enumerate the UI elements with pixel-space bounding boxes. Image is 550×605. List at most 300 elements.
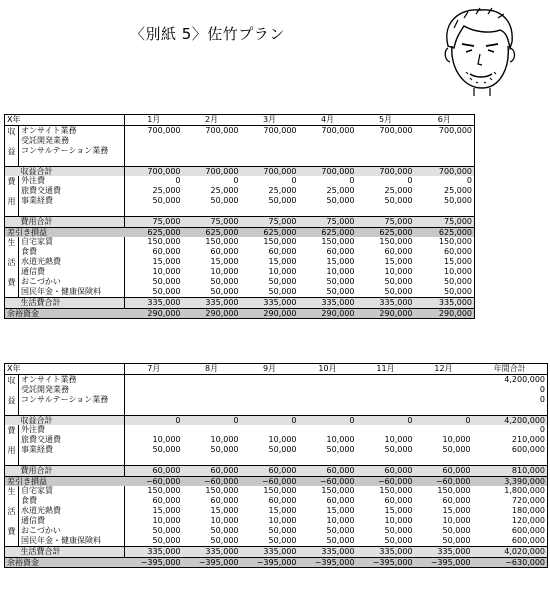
value-cell	[241, 385, 299, 395]
net-profit-row	[5, 227, 475, 237]
value-cell: 10,000	[326, 435, 355, 445]
year-label: X年	[5, 364, 125, 375]
value-cell	[299, 404, 357, 415]
item-row	[5, 435, 548, 445]
value-cell	[125, 425, 183, 435]
value-cell: 700,000	[438, 125, 473, 135]
value-cell: 50,000	[152, 526, 181, 536]
value-cell: 60,000	[357, 466, 415, 477]
value-cell: 290,000	[357, 308, 415, 319]
value-cell: 50,000	[152, 277, 181, 287]
month-header: 年間合計	[473, 364, 548, 375]
value-cell: 75,000	[357, 217, 415, 228]
value-cell	[415, 374, 473, 385]
value-cell: 0	[233, 176, 239, 186]
spacer-cell	[5, 298, 19, 309]
value-cell: 60,000	[152, 496, 181, 506]
category-label	[5, 125, 19, 166]
value-cell	[415, 394, 473, 404]
value-cell: 60,000	[444, 247, 473, 257]
subtotal-label: 費用合計	[19, 217, 125, 228]
value-cell: 50,000	[384, 196, 413, 206]
value-cell: 0	[407, 176, 413, 186]
value-cell: 50,000	[210, 196, 239, 206]
value-cell: 50,000	[326, 277, 355, 287]
value-cell: 10,000	[442, 435, 471, 445]
net-profit-row	[5, 476, 548, 486]
value-cell: 50,000	[444, 287, 473, 297]
value-cell: 10,000	[384, 516, 413, 526]
value-cell: 60,000	[241, 466, 299, 477]
value-cell: 150,000	[147, 237, 181, 247]
value-cell: 60,000	[326, 496, 355, 506]
value-cell: 25,000	[210, 186, 239, 196]
value-cell: 50,000	[210, 287, 239, 297]
value-cell	[125, 385, 183, 395]
value-cell: 3,390,000	[473, 476, 548, 486]
item-label: 国民年金・健康保険料	[19, 287, 125, 298]
item-label: 事業経費	[19, 196, 125, 206]
value-cell: 0	[183, 415, 241, 425]
value-cell: 50,000	[326, 445, 355, 455]
value-cell: 700,000	[321, 125, 355, 135]
value-cell: 150,000	[437, 486, 471, 496]
item-row	[5, 267, 475, 277]
value-cell: 50,000	[442, 445, 471, 455]
value-cell: −60,000	[183, 476, 241, 486]
item-row	[5, 277, 475, 287]
value-cell: 10,000	[444, 267, 473, 277]
category-char: 用	[7, 197, 16, 206]
net-profit-label: 差引き損益	[5, 227, 125, 237]
item-row	[5, 247, 475, 257]
value-cell: 25,000	[444, 186, 473, 196]
value-cell: 15,000	[152, 506, 181, 516]
value-cell: 10,000	[326, 267, 355, 277]
subtotal-row	[5, 217, 475, 228]
value-cell: −60,000	[241, 476, 299, 486]
plan-table-jan-jun	[4, 114, 475, 319]
value-cell: 335,000	[125, 547, 183, 558]
value-cell	[415, 404, 473, 415]
value-cell	[299, 455, 357, 466]
value-cell	[241, 155, 299, 166]
value-cell: 120,000	[511, 516, 546, 526]
value-cell	[299, 374, 357, 385]
item-label: コンサルテーション業務	[19, 145, 125, 155]
category-char: 費	[7, 527, 16, 536]
value-cell: 50,000	[152, 536, 181, 546]
value-cell: 0	[241, 415, 299, 425]
category-char: 生	[7, 238, 16, 247]
value-cell: 50,000	[442, 536, 471, 546]
value-cell: 50,000	[268, 196, 297, 206]
item-row	[5, 145, 475, 155]
value-cell: −60,000	[415, 476, 473, 486]
month-header: 12月	[415, 364, 473, 375]
value-cell: 700,000	[379, 125, 413, 135]
value-cell	[415, 145, 475, 155]
value-cell: 150,000	[321, 486, 355, 496]
category-char: 費	[7, 177, 16, 186]
value-cell	[125, 404, 183, 415]
item-label: 水道光熱費	[19, 506, 125, 516]
value-cell: 150,000	[379, 237, 413, 247]
value-cell: 700,000	[147, 125, 181, 135]
value-cell: 180,000	[511, 506, 546, 516]
value-cell: 60,000	[268, 496, 297, 506]
value-cell	[241, 455, 299, 466]
item-row	[5, 385, 548, 395]
value-cell	[125, 136, 183, 146]
surplus-row	[5, 308, 475, 319]
month-header: 2月	[183, 115, 241, 126]
value-cell: 700,000	[299, 166, 357, 176]
value-cell: 60,000	[125, 466, 183, 477]
item-row	[5, 506, 548, 516]
value-cell	[415, 425, 473, 435]
value-cell: 625,000	[241, 227, 299, 237]
value-cell: 0	[539, 384, 546, 394]
category-label	[5, 237, 19, 298]
item-label	[19, 206, 125, 217]
value-cell: 150,000	[263, 486, 297, 496]
value-cell: 150,000	[263, 237, 297, 247]
value-cell: 50,000	[444, 277, 473, 287]
subtotal-label: 収益合計	[19, 166, 125, 176]
year-label: X年	[5, 115, 125, 126]
value-cell: 0	[299, 415, 357, 425]
value-cell: 50,000	[326, 526, 355, 536]
value-cell: 15,000	[326, 506, 355, 516]
value-cell: 60,000	[152, 247, 181, 257]
value-cell	[183, 455, 241, 466]
value-cell: 335,000	[415, 298, 475, 309]
value-cell: −395,000	[241, 557, 299, 568]
value-cell: 1,800,000	[504, 486, 546, 496]
item-row	[5, 186, 475, 196]
item-row	[5, 237, 475, 247]
value-cell: 625,000	[183, 227, 241, 237]
value-cell: 4,020,000	[473, 547, 548, 558]
value-cell: 15,000	[384, 506, 413, 516]
month-header: 10月	[299, 364, 357, 375]
value-cell: 0	[175, 176, 181, 186]
value-cell	[357, 145, 415, 155]
page-title: 〈別紙 5〉佐竹プラン	[130, 25, 285, 43]
value-cell	[125, 206, 183, 217]
value-cell: 10,000	[326, 516, 355, 526]
value-cell: 75,000	[415, 217, 475, 228]
item-label: 旅費交通費	[19, 435, 125, 445]
value-cell: 15,000	[384, 257, 413, 267]
value-cell: 25,000	[152, 186, 181, 196]
value-cell: 290,000	[183, 308, 241, 319]
subtotal-row	[5, 298, 475, 309]
value-cell: 60,000	[299, 466, 357, 477]
header-row	[5, 364, 548, 375]
value-cell: 625,000	[125, 227, 183, 237]
value-cell	[183, 404, 241, 415]
subtotal-label: 費用合計	[19, 466, 125, 477]
spacer-cell	[5, 547, 19, 558]
value-cell: 600,000	[511, 526, 546, 536]
month-header: 9月	[241, 364, 299, 375]
value-cell: 335,000	[183, 547, 241, 558]
man-face-illustration-icon	[430, 2, 528, 98]
item-label: 国民年金・健康保険料	[19, 536, 125, 547]
item-row	[5, 486, 548, 496]
subtotal-row	[5, 166, 475, 176]
value-cell	[183, 145, 241, 155]
category-label	[5, 486, 19, 547]
item-label: 事業経費	[19, 445, 125, 455]
value-cell: 625,000	[299, 227, 357, 237]
value-cell	[241, 394, 299, 404]
value-cell: 50,000	[444, 196, 473, 206]
value-cell: 50,000	[268, 277, 297, 287]
value-cell	[241, 425, 299, 435]
item-row	[5, 176, 475, 186]
subtotal-label: 生活費合計	[19, 298, 125, 309]
item-row	[5, 155, 475, 166]
value-cell: 10,000	[268, 267, 297, 277]
item-label: 受託開発業務	[19, 136, 125, 146]
item-label: 受託開発業務	[19, 385, 125, 395]
value-cell: 50,000	[384, 526, 413, 536]
item-label: 水道光熱費	[19, 257, 125, 267]
plan-table-jul-dec	[4, 363, 548, 568]
value-cell: 0	[125, 415, 183, 425]
value-cell: 60,000	[442, 496, 471, 506]
value-cell	[299, 385, 357, 395]
item-label: 通信費	[19, 516, 125, 526]
value-cell: 4,200,000	[473, 415, 548, 425]
value-cell: 50,000	[326, 196, 355, 206]
value-cell	[299, 145, 357, 155]
spacer-cell	[5, 415, 19, 425]
value-cell	[415, 206, 475, 217]
value-cell	[357, 136, 415, 146]
item-label: 食費	[19, 496, 125, 506]
month-header: 3月	[241, 115, 299, 126]
value-cell: −630,000	[473, 557, 548, 568]
value-cell: 0	[539, 394, 546, 404]
value-cell: 50,000	[152, 287, 181, 297]
value-cell: 50,000	[152, 445, 181, 455]
item-row	[5, 526, 548, 536]
value-cell: −395,000	[183, 557, 241, 568]
value-cell: 0	[415, 415, 473, 425]
value-cell: 700,000	[357, 166, 415, 176]
value-cell: 290,000	[415, 308, 475, 319]
value-cell: 600,000	[511, 445, 546, 455]
value-cell	[183, 155, 241, 166]
value-cell: 0	[291, 176, 297, 186]
value-cell: 15,000	[152, 257, 181, 267]
value-cell: 15,000	[210, 506, 239, 516]
item-label: 旅費交通費	[19, 186, 125, 196]
item-row	[5, 136, 475, 146]
value-cell: 10,000	[384, 435, 413, 445]
value-cell: 10,000	[442, 516, 471, 526]
value-cell: 290,000	[241, 308, 299, 319]
month-header: 11月	[357, 364, 415, 375]
value-cell	[299, 425, 357, 435]
month-header: 8月	[183, 364, 241, 375]
subtotal-row	[5, 415, 548, 425]
item-row	[5, 206, 475, 217]
value-cell: 335,000	[125, 298, 183, 309]
value-cell: 810,000	[473, 466, 548, 477]
category-char: 収	[7, 126, 16, 136]
value-cell: 15,000	[268, 257, 297, 267]
value-cell	[183, 425, 241, 435]
value-cell: 50,000	[210, 526, 239, 536]
value-cell: 60,000	[210, 247, 239, 257]
value-cell: 0	[349, 176, 355, 186]
surplus-label: 余裕資金	[5, 557, 125, 568]
category-char: 活	[7, 258, 16, 267]
surplus-row	[5, 557, 548, 568]
category-label	[5, 176, 19, 217]
category-char: 益	[7, 146, 16, 156]
item-row	[5, 536, 548, 547]
value-cell	[357, 394, 415, 404]
spacer-cell	[5, 217, 19, 228]
value-cell	[183, 385, 241, 395]
value-cell	[183, 374, 241, 385]
category-char: 収	[7, 375, 16, 385]
value-cell: 25,000	[384, 186, 413, 196]
value-cell: 700,000	[205, 125, 239, 135]
item-label: 通信費	[19, 267, 125, 277]
value-cell: 25,000	[326, 186, 355, 196]
value-cell	[125, 374, 183, 385]
value-cell: 150,000	[147, 486, 181, 496]
item-label: おこづかい	[19, 277, 125, 287]
value-cell: 700,000	[415, 166, 475, 176]
item-row	[5, 125, 475, 136]
subtotal-row	[5, 547, 548, 558]
item-row	[5, 374, 548, 385]
value-cell: 335,000	[241, 547, 299, 558]
value-cell: 335,000	[357, 298, 415, 309]
value-cell: 335,000	[415, 547, 473, 558]
value-cell: 335,000	[241, 298, 299, 309]
value-cell: 50,000	[326, 287, 355, 297]
value-cell	[241, 136, 299, 146]
month-header: 1月	[125, 115, 183, 126]
value-cell: 0	[466, 176, 473, 186]
item-row	[5, 425, 548, 435]
month-header: 7月	[125, 364, 183, 375]
item-label: コンサルテーション業務	[19, 394, 125, 404]
category-char: 費	[7, 278, 16, 287]
value-cell	[357, 404, 415, 415]
value-cell: 50,000	[384, 287, 413, 297]
value-cell: 15,000	[442, 506, 471, 516]
value-cell: 75,000	[241, 217, 299, 228]
value-cell: 600,000	[511, 536, 546, 546]
value-cell: 335,000	[299, 547, 357, 558]
value-cell: 625,000	[415, 227, 475, 237]
value-cell: 625,000	[357, 227, 415, 237]
value-cell: 210,000	[511, 435, 546, 445]
value-cell: 700,000	[263, 125, 297, 135]
value-cell: 60,000	[326, 247, 355, 257]
item-label: 外注費	[19, 425, 125, 435]
value-cell: 700,000	[183, 166, 241, 176]
value-cell: −395,000	[415, 557, 473, 568]
value-cell	[241, 374, 299, 385]
value-cell	[415, 455, 473, 466]
item-label: 自宅家賃	[19, 486, 125, 496]
value-cell	[357, 206, 415, 217]
value-cell: 335,000	[299, 298, 357, 309]
value-cell: 50,000	[268, 287, 297, 297]
value-cell: 15,000	[268, 506, 297, 516]
value-cell: 335,000	[357, 547, 415, 558]
item-label: オンサイト業務	[19, 374, 125, 385]
value-cell: 10,000	[152, 267, 181, 277]
value-cell: 15,000	[210, 257, 239, 267]
value-cell	[473, 404, 548, 415]
item-label	[19, 455, 125, 466]
value-cell: 50,000	[268, 526, 297, 536]
value-cell	[357, 455, 415, 466]
value-cell: 700,000	[125, 166, 183, 176]
value-cell: 75,000	[183, 217, 241, 228]
value-cell: −60,000	[299, 476, 357, 486]
category-char: 益	[7, 395, 16, 405]
value-cell: 25,000	[268, 186, 297, 196]
value-cell: 10,000	[384, 267, 413, 277]
value-cell	[299, 394, 357, 404]
value-cell: 10,000	[210, 267, 239, 277]
value-cell: 10,000	[268, 516, 297, 526]
item-label: 自宅家賃	[19, 237, 125, 247]
value-cell: −60,000	[125, 476, 183, 486]
value-cell: 150,000	[379, 486, 413, 496]
value-cell: 50,000	[384, 445, 413, 455]
value-cell: 15,000	[326, 257, 355, 267]
value-cell	[357, 385, 415, 395]
item-row	[5, 196, 475, 206]
subtotal-label: 生活費合計	[19, 547, 125, 558]
header-row	[5, 115, 475, 126]
value-cell: 0	[539, 425, 546, 435]
value-cell: −395,000	[299, 557, 357, 568]
value-cell	[183, 136, 241, 146]
item-row	[5, 394, 548, 404]
value-cell: 150,000	[438, 237, 473, 247]
net-profit-label: 差引き損益	[5, 476, 125, 486]
value-cell: 335,000	[183, 298, 241, 309]
value-cell: 150,000	[321, 237, 355, 247]
value-cell	[125, 145, 183, 155]
spacer-cell	[5, 166, 19, 176]
item-label	[19, 404, 125, 415]
item-row	[5, 455, 548, 466]
item-label: 外注費	[19, 176, 125, 186]
surplus-label: 余裕資金	[5, 308, 125, 319]
category-label	[5, 374, 19, 415]
item-label: オンサイト業務	[19, 125, 125, 136]
subtotal-row	[5, 466, 548, 477]
value-cell: 150,000	[205, 237, 239, 247]
item-label	[19, 155, 125, 166]
